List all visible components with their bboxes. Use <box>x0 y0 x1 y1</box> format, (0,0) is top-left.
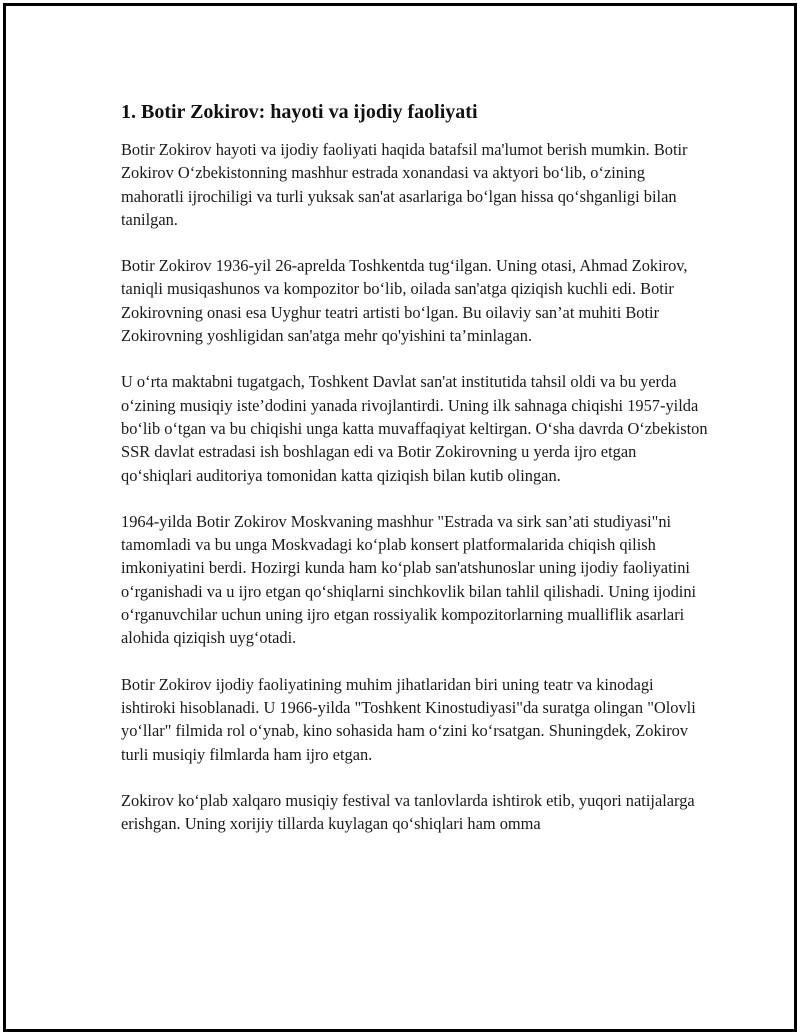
page-frame <box>3 3 797 1032</box>
paragraph-2: Botir Zokirov 1936-yil 26-aprelda Toshkentda tug‘ilgan. Uning otasi, Ahmad Zokirov, taniqli musiqashunos va kompozitor bo‘lib, oilada san'atga qiziqish kuchli edi. Botir Zokirovning onasi esa Uyghur teatri artisti bo‘lgan. Bu oilaviy san’at muhiti Botir Zokirovning yoshligidan san'atga mehr qo'yishini ta’minlagan. <box>121 256 688 346</box>
paragraph-5: Botir Zokirov ijodiy faoliyatining muhim jihatlaridan biri uning teatr va kinodagi ishtiroki hisoblanadi. U 1966-yilda "Toshkent Kinostudiyasi"da suratga olingan "Olovli yo‘llar" filmida rol o‘ynab, kino sohasida ham o‘zini ko‘rsatgan. Shuningdek, Zokirov turli musiqiy filmlarda ham ijro etgan. <box>121 674 696 764</box>
section-title: 1. Botir Zokirov: hayoti va ijodiy faoliyati <box>121 101 478 123</box>
document-body <box>121 98 711 858</box>
paragraph-3: U o‘rta maktabni tugatgach, Toshkent Davlat san'at institutida tahsil oldi va bu yerda o‘zining musiqiy iste’dodini yanada rivojlantirdi. Uning ilk sahnaga chiqishi 1957-yilda bo‘lib o‘tgan va bu chiqishi unga katta muvaffaqiyat keltirgan. O‘sha davrda O‘zbekiston SSR davlat estradasi ish boshlagan edi va Botir Zokirovning u yerda ijro etgan qo‘shiqlari auditoriya tomonidan katta qiziqish bilan kutib olingan. <box>121 372 708 485</box>
paragraph-6: Zokirov ko‘plab xalqaro musiqiy festival va tanlovlarda ishtirok etib, yuqori natijalarga erishgan. Uning xorijiy tillarda kuylagan qo‘shiqlari ham omma <box>121 790 695 834</box>
paragraph-4: 1964-yilda Botir Zokirov Moskvaning mashhur "Estrada va sirk san’ati studiyasi"ni tamomladi va bu unga Moskvadagi ko‘plab konsert platformalarida chiqish qilish imkoniyatini berdi. Hozirgi kunda ham ko‘plab san'atshunoslar uning ijodiy faoliyatini o‘rganishadi va u ijro etgan qo‘shiqlarni sinchkovlik bilan tahlil qilishadi. Uning ijodini o‘rganuvchilar uchun uning ijro etgan rossiyalik kompozitorlarning mualliflik asarlari alohida qiziqish uyg‘otadi. <box>121 511 697 648</box>
paragraph-1: Botir Zokirov hayoti va ijodiy faoliyati haqida batafsil ma'lumot berish mumkin. Botir Zokirov O‘zbekistonning mashhur estrada xonandasi va aktyori bo‘lib, o‘zining mahoratli ijrochiligi va turli yuksak san'at asarlariga bo‘lgan hissa qo‘shganligi bilan tanilgan. <box>121 140 688 229</box>
